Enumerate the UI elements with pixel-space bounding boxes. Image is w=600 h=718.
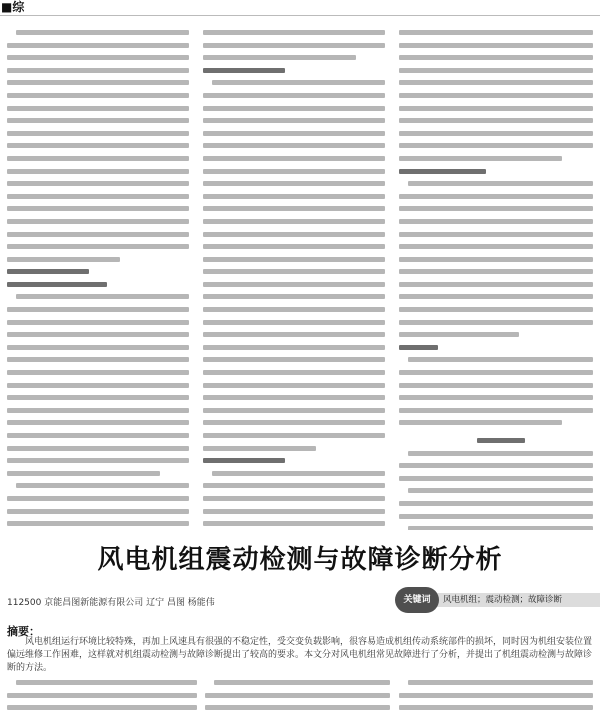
article-headline: 风电机组震动检测与故障诊断分析 [97, 545, 503, 575]
abstract-text: 风电机组运行环境比较特殊，再加上风速具有很强的不稳定性，受交变负载影响，很容易造成机组传动系统部件的损坏，同时因为机组安装位置偏远维修工作困难，这样就对机组震动检测与故障诊断提出了较高的要求。本文分对风电机组常见故障进行了分析，并提出了机组震动检测与故障诊断的方法。 [7, 637, 593, 673]
body-column-bottom-middle [205, 680, 390, 718]
author-affiliation: 112500 京能昌图新能源有限公司 辽宁 昌图 杨能伟 [7, 598, 215, 608]
keywords-badge: 关键词 [395, 587, 439, 613]
keywords-value: 风电机组；震动检测；故障诊断 [443, 595, 563, 605]
keywords-box [395, 587, 600, 613]
body-column-bottom-left [7, 680, 197, 718]
body-column-middle [203, 30, 385, 530]
abstract-label: 摘要： [7, 625, 40, 638]
body-column-right [399, 30, 593, 530]
page-header [0, 0, 600, 16]
keywords-text [431, 593, 600, 607]
body-column-left [7, 30, 189, 530]
section-tag: ■综 [1, 0, 25, 14]
header-rule [0, 15, 600, 16]
body-column-bottom-right [399, 680, 593, 718]
